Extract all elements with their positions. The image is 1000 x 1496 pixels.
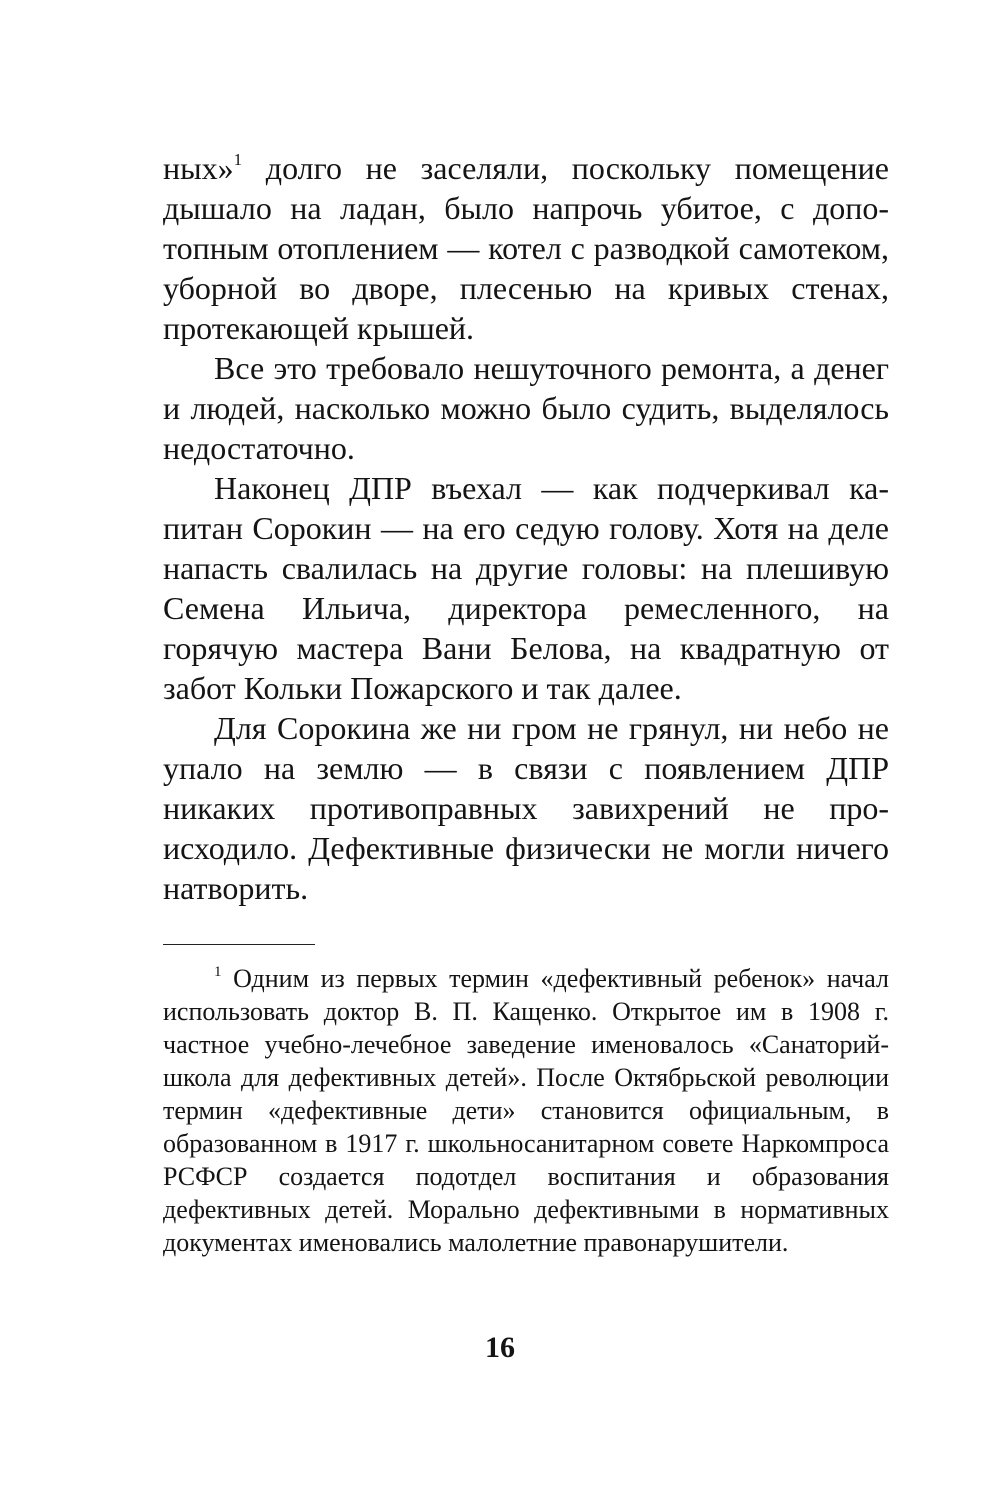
paragraph-text-start: ных»: [163, 150, 234, 186]
paragraph-continuation: [163, 148, 889, 348]
paragraph-text-rest: долго не заселяли, поскольку помещение дышало на ладан, было напрочь убитое, с допотопным отоплением — котел с разводкой самотеком, уборной во дворе, плесенью на кривых стенах, протекающей крышей.: [163, 150, 889, 346]
footnote-text: Одним из первых термин «дефективный ребенок» начал использовать доктор В. П. Кащенко. Открытое им в 1908 г. частное учебно-лечебное заведение именовалось «Санаторий-школа для дефективных детей». После Октябрьской революции термин «дефективные дети» становится официальным, в образованном в 1917 г. школьносанитарном совете Наркомпроса РСФСР создается подотдел воспитания и образования дефективных детей. Морально дефективными в нормативных документах именовались малолетние правонарушители.: [163, 964, 889, 1257]
main-text: [163, 148, 889, 908]
footnote-separator: [163, 944, 315, 945]
page-number: 16: [485, 1331, 515, 1364]
footnote-marker: 1: [214, 964, 222, 980]
footnote: [163, 962, 889, 1259]
footnote-reference: 1: [233, 150, 243, 169]
paragraph: Для Сорокина же ни гром не грянул, ни небо не упало на землю — в связи с появлением ДПР никаких противоправных завихрений не происходило. Дефективные физически не могли ничего натворить.: [163, 710, 889, 906]
paragraph: Наконец ДПР въехал — как подчеркивал капитан Сорокин — на его седую голову. Хотя на деле напасть свалилась на другие головы: на плешивую Семена Ильича, директора ремесленного, на горячую мастера Вани Белова, на квадратную от забот Кольки Пожарского и так далее.: [163, 470, 889, 706]
paragraph: Все это требовало нешуточного ремонта, а денег и людей, насколько можно было судить, выделялось недостаточно.: [163, 350, 889, 466]
